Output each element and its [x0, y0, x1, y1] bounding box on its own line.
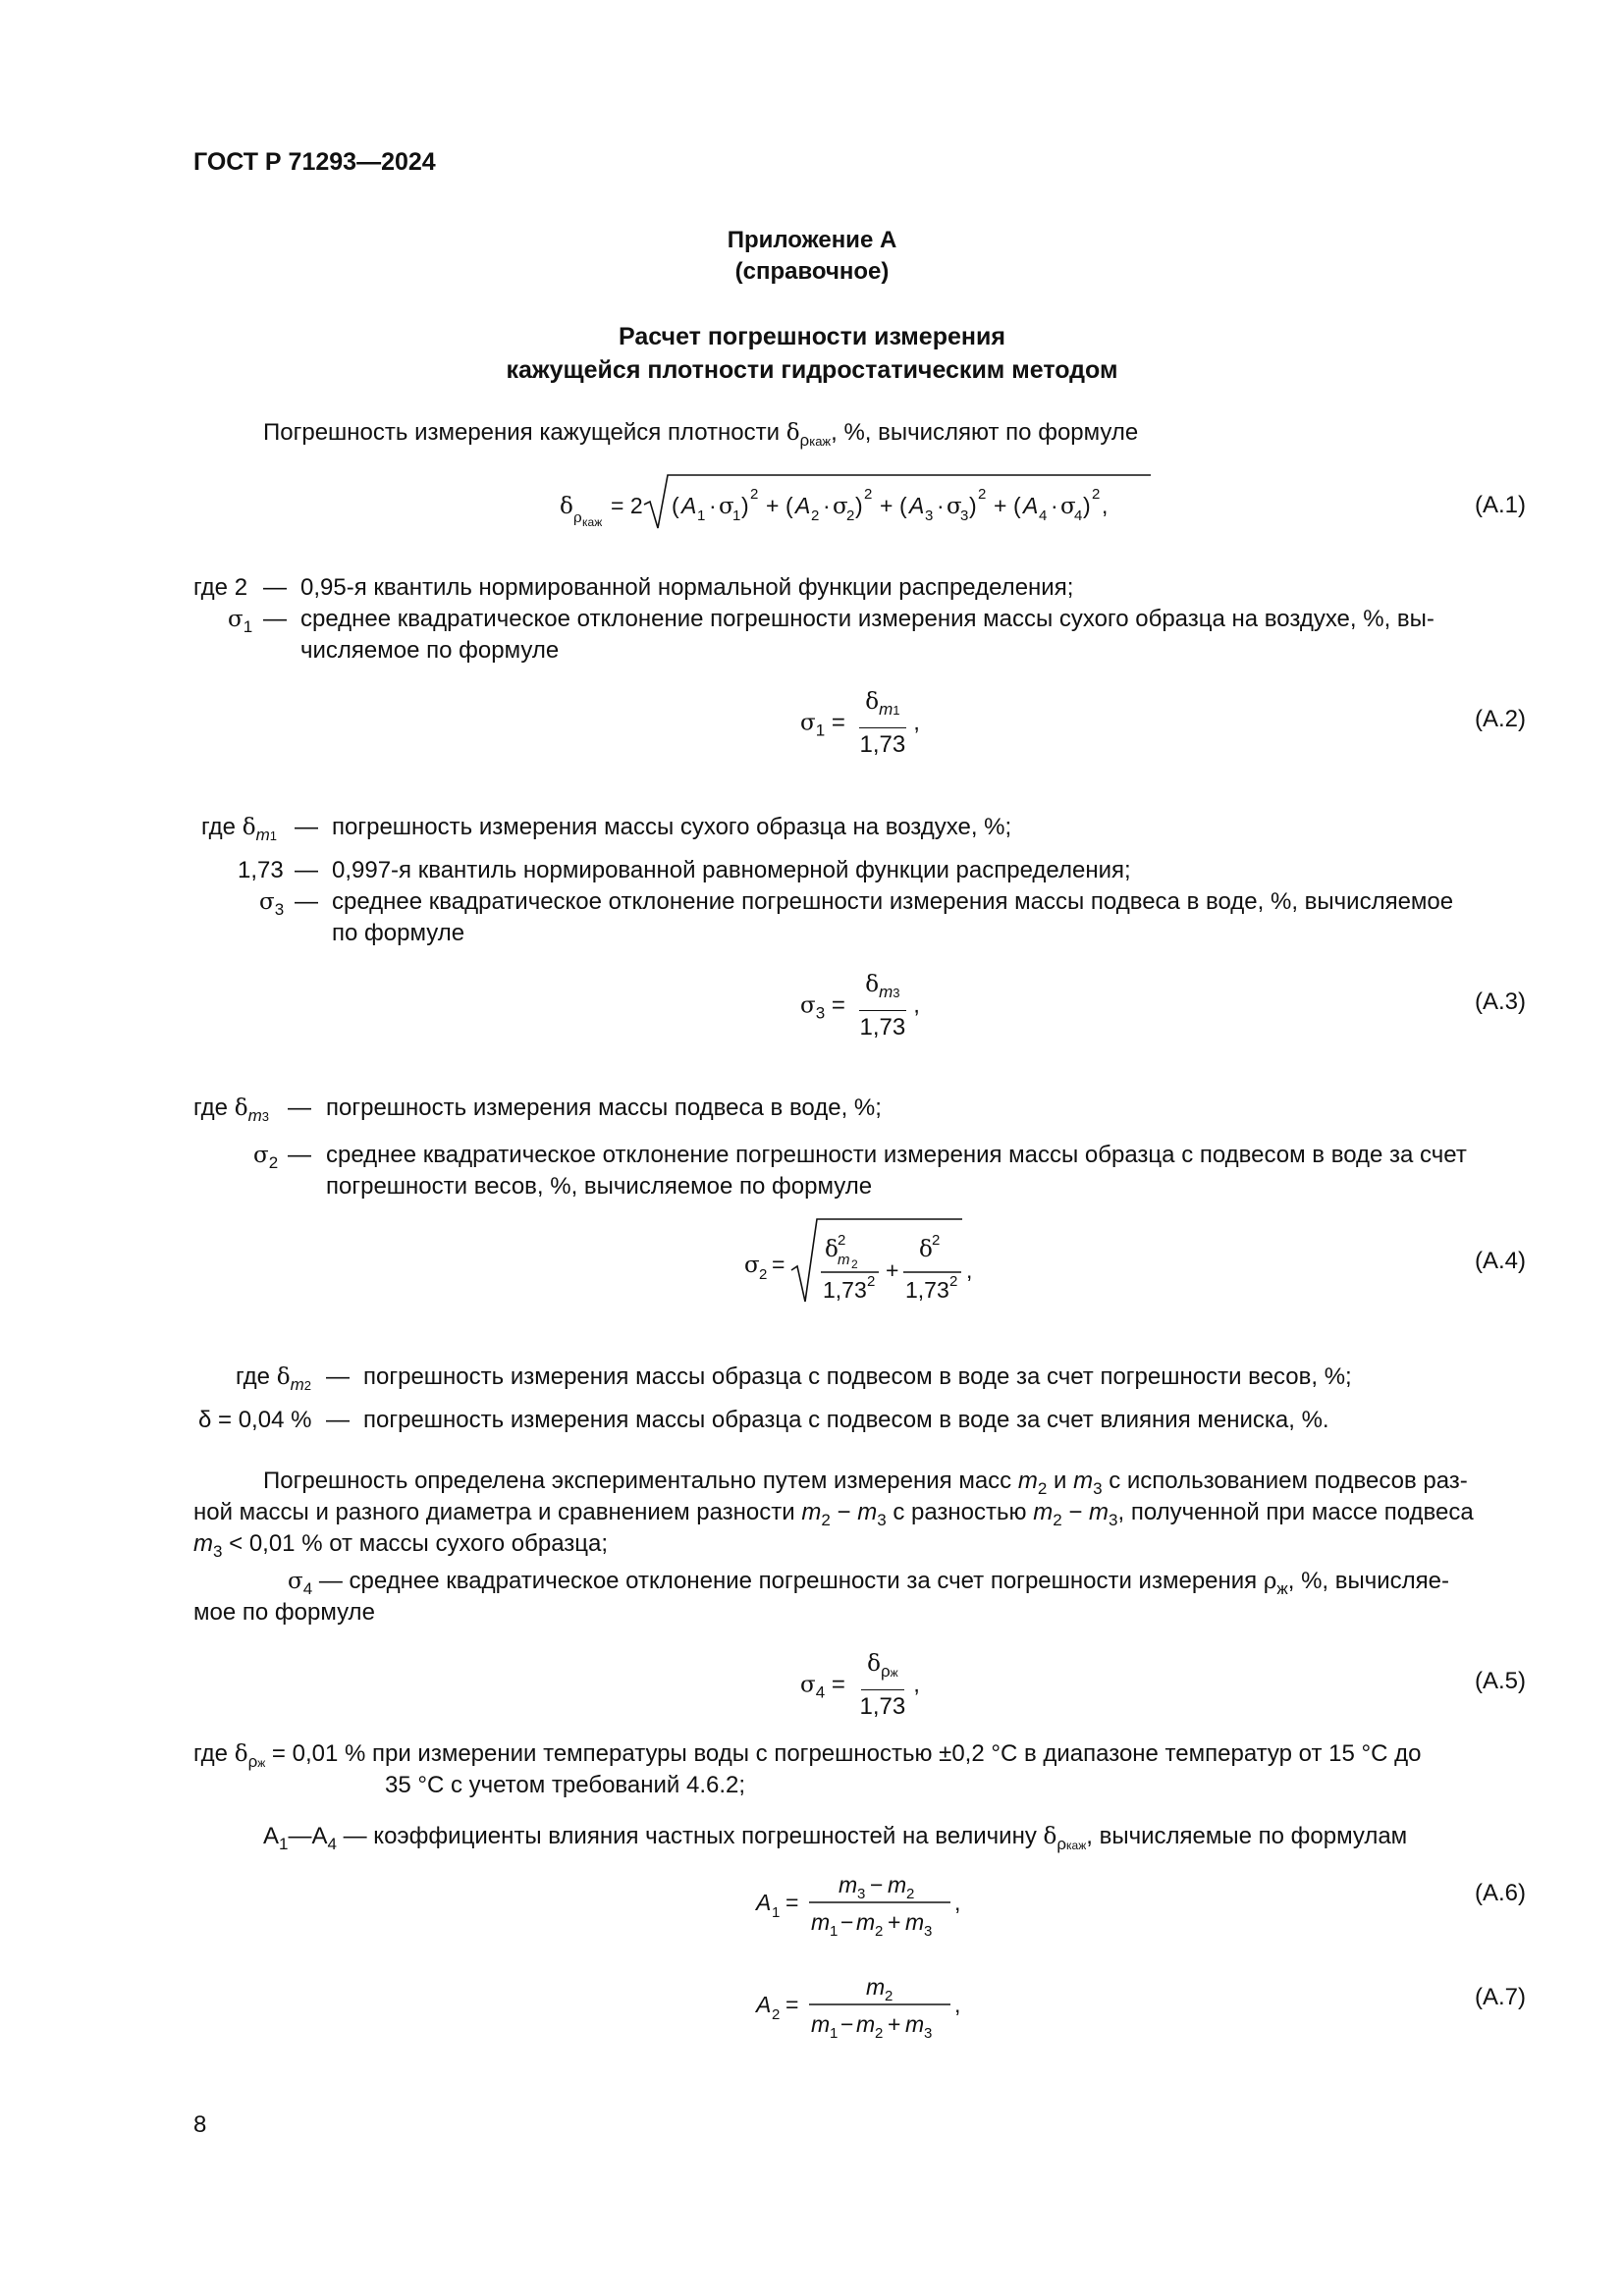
svg-text:−: −: [870, 1872, 884, 1897]
where2-text-1: 0,997-я квантиль нормированной равномерной функции распределения;: [332, 857, 1131, 883]
where1-text-1-cont: числяемое по формуле: [300, 637, 560, 664]
svg-text:2: 2: [1092, 486, 1101, 503]
svg-text:+: +: [880, 493, 893, 518]
svg-text:m: m: [811, 1909, 831, 1935]
svg-text:2: 2: [906, 1886, 915, 1902]
where3-text-1-cont: погрешности весов, %, вычисляемое по формуле: [326, 1173, 873, 1200]
svg-text:2: 2: [978, 486, 987, 503]
svg-text:): ): [1083, 493, 1091, 518]
a5-denominator: 1,73: [859, 1693, 906, 1720]
svg-text:): ): [969, 493, 977, 518]
svg-text:1,73: 1,73: [823, 1277, 867, 1303]
svg-text:(: (: [785, 493, 793, 518]
svg-text:2: 2: [932, 1232, 941, 1249]
svg-text:2: 2: [838, 1232, 846, 1249]
svg-text:=: =: [772, 1252, 785, 1277]
svg-text:2: 2: [772, 2006, 781, 2023]
formula-a6: [746, 1865, 1001, 1948]
svg-text:=: =: [785, 1890, 799, 1915]
svg-text:σ: σ: [1060, 494, 1076, 519]
where2-term-1: 1,73: [238, 857, 284, 883]
svg-text:m: m: [905, 2011, 925, 2037]
svg-text:1: 1: [830, 1923, 839, 1940]
svg-text:m: m: [888, 1872, 907, 1897]
where4-dash-0: —: [326, 1363, 350, 1390]
where4-term-1: δ = 0,04 %: [198, 1407, 312, 1433]
svg-text:2: 2: [851, 1257, 858, 1271]
svg-text:2: 2: [846, 507, 855, 524]
svg-text:−: −: [840, 1909, 854, 1935]
svg-text:4: 4: [1074, 507, 1083, 524]
svg-text:3: 3: [924, 1923, 933, 1940]
where3-term-0: где $\delta_{m3}$: [193, 1095, 269, 1125]
where4-dash-1: —: [326, 1407, 350, 1433]
where3-dash-0: —: [288, 1095, 311, 1121]
where4-text-1: погрешность измерения массы образца с подвесом в воде за счет влияния мениска, %.: [363, 1407, 1329, 1433]
svg-text:·: ·: [709, 493, 717, 518]
paragraph-line2: ной массы и разного диаметра и сравнением разности $m_2 - m_3$ с разностью $m_2 - m_3$, полученной при массе подвеса: [193, 1499, 1474, 1529]
page-number: 8: [193, 2111, 207, 2138]
svg-text:1: 1: [697, 507, 706, 524]
svg-text:,: ,: [1102, 493, 1109, 518]
formula-a3: $\sigma_3$ = $\frac{\delta_{m3}}{1,73}$ ,: [800, 972, 920, 1041]
svg-text:δ: δ: [919, 1237, 933, 1262]
svg-text:m: m: [838, 1252, 850, 1268]
svg-text:m: m: [856, 2011, 876, 2037]
svg-text:(: (: [1013, 493, 1021, 518]
svg-text:ρ: ρ: [573, 508, 582, 526]
svg-text:): ): [855, 493, 863, 518]
svg-text:2: 2: [750, 486, 759, 503]
svg-text:m: m: [811, 2011, 831, 2037]
svg-text:,: ,: [954, 1890, 961, 1915]
svg-text:A: A: [1023, 493, 1039, 518]
where2-term-2: $\sigma_3$: [259, 889, 285, 919]
svg-text:m: m: [866, 1974, 886, 2000]
svg-text:,: ,: [966, 1257, 973, 1283]
where4-text-0: погрешность измерения массы образца с подвесом в воде за счет погрешности весов, %;: [363, 1363, 1352, 1390]
a2-denominator: 1,73: [859, 731, 906, 758]
svg-text:2: 2: [759, 1266, 768, 1283]
svg-text:): ): [741, 493, 749, 518]
svg-text:2: 2: [811, 507, 820, 524]
formula-a7: [746, 1967, 1001, 2050]
eq-number-a5: (А.5): [1474, 1668, 1526, 1694]
svg-text:1: 1: [772, 1904, 781, 1921]
svg-text:σ: σ: [947, 494, 962, 519]
where1-term-1: $\sigma_1$: [228, 607, 253, 636]
svg-text:δ: δ: [560, 494, 573, 519]
svg-text:1: 1: [732, 507, 741, 524]
formula-a4: [736, 1213, 992, 1308]
svg-text:3: 3: [924, 2025, 933, 2042]
svg-text:2: 2: [867, 1273, 876, 1290]
svg-text:2: 2: [875, 1923, 884, 1940]
where3-dash-1: —: [288, 1142, 311, 1168]
svg-text:σ: σ: [744, 1253, 760, 1278]
where1-text-0: 0,95-я квантиль нормированной нормальной функции распределения;: [300, 574, 1074, 601]
svg-text:A: A: [756, 1890, 772, 1915]
svg-text:A: A: [681, 493, 697, 518]
eq-number-a6: (А.6): [1474, 1880, 1526, 1906]
where4-term-0: где $\delta_{m2}$: [236, 1363, 311, 1394]
svg-text:,: ,: [954, 1992, 961, 2017]
section-title-line1: Расчет погрешности измерения: [619, 323, 1005, 350]
where2-term-0: где $\delta_{m1}$: [201, 814, 277, 844]
svg-text:+: +: [766, 493, 780, 518]
where3-text-0: погрешность измерения массы подвеса в воде, %;: [326, 1095, 882, 1121]
paragraph-line1: Погрешность определена экспериментально путем измерения масс $m_2$ и $m_3$ с использованием подвесов раз-: [263, 1468, 1468, 1498]
where1-text-1: среднее квадратическое отклонение погрешности измерения массы сухого образца на воздухе, %, вы-: [300, 606, 1435, 632]
svg-text:A: A: [795, 493, 811, 518]
svg-text:A: A: [756, 1992, 772, 2017]
svg-text:+: +: [886, 1257, 899, 1283]
where1-dash-0: —: [263, 574, 287, 601]
where2-text-2-cont: по формуле: [332, 920, 465, 946]
svg-text:·: ·: [1051, 493, 1058, 518]
sigma4-line1: $\sigma_4$ — среднее квадратическое отклонение погрешности за счет погрешности измерения $\rho_ж$, %, вычисляе-: [288, 1568, 1450, 1598]
svg-text:+: +: [888, 2011, 901, 2037]
where1-term-0: где 2: [193, 574, 248, 601]
svg-text:каж: каж: [582, 515, 603, 529]
svg-text:A: A: [909, 493, 925, 518]
svg-text:m: m: [856, 1909, 876, 1935]
where5-line1: где $\delta_{\rho ж} = 0,01$ % при измерении температуры воды с погрешностью ±0,2 °С в диапазоне температур от 15 °С до: [193, 1740, 1422, 1771]
svg-text:= 2: = 2: [611, 493, 643, 518]
svg-text:2: 2: [875, 2025, 884, 2042]
where3-text-1: среднее квадратическое отклонение погрешности измерения массы образца с подвесом в воде за счет: [326, 1142, 1467, 1168]
svg-text:(: (: [899, 493, 907, 518]
where1-dash-1: —: [263, 606, 287, 632]
svg-text:4: 4: [1039, 507, 1048, 524]
eq-number-a7: (А.7): [1474, 1984, 1526, 2010]
svg-text:(: (: [672, 493, 679, 518]
svg-text:=: =: [785, 1992, 799, 2017]
svg-text:m: m: [839, 1872, 858, 1897]
formula-a5: $\sigma_4$ = $\frac{\delta_{\rho ж}}{1,73}$ ,: [800, 1651, 920, 1720]
svg-text:·: ·: [937, 493, 945, 518]
svg-text:σ: σ: [833, 494, 848, 519]
intro-text: Погрешность измерения кажущейся плотности $\delta_{\rho каж}$, %, вычисляют по формуле: [263, 419, 1139, 450]
paragraph-line3: $m_3 < 0,01$ % от массы сухого образца;: [193, 1530, 609, 1561]
svg-text:1,73: 1,73: [905, 1277, 949, 1303]
a3-denominator: 1,73: [859, 1014, 906, 1041]
where2-text-2: среднее квадратическое отклонение погрешности измерения массы подвеса в воде, %, вычисляемое: [332, 888, 1454, 915]
where2-dash-0: —: [295, 814, 318, 840]
svg-text:δ: δ: [825, 1237, 839, 1262]
where5-line2: 35 °С с учетом требований 4.6.2;: [385, 1772, 746, 1798]
svg-text:3: 3: [960, 507, 969, 524]
coeffs-text: $А_1—А_4$ — коэффициенты влияния частных погрешностей на величину $\delta_{\rho каж}$, вычисляемые по формулам: [263, 1823, 1408, 1853]
eq-number-a2: (А.2): [1474, 706, 1526, 732]
svg-text:m: m: [905, 1909, 925, 1935]
where2-text-0: погрешность измерения массы сухого образца на воздухе, %;: [332, 814, 1012, 840]
svg-text:3: 3: [857, 1886, 866, 1902]
svg-text:1: 1: [830, 2025, 839, 2042]
eq-number-a1: (А.1): [1474, 492, 1526, 518]
appendix-title: Приложение А: [727, 227, 897, 253]
formula-a2: $\sigma_1$ = $\frac{\delta_{m1}}{1,73}$ ,: [800, 689, 920, 758]
svg-text:+: +: [888, 1909, 901, 1935]
svg-text:σ: σ: [719, 494, 734, 519]
appendix-kind: (справочное): [734, 258, 890, 285]
where3-term-1: $\sigma_2$: [253, 1143, 279, 1172]
sigma4-line2: мое по формуле: [193, 1599, 375, 1626]
section-title-line2: кажущейся плотности гидростатическим методом: [506, 356, 1118, 384]
svg-text:2: 2: [864, 486, 873, 503]
svg-text:+: +: [994, 493, 1007, 518]
where2-dash-2: —: [295, 888, 318, 915]
svg-text:2: 2: [949, 1273, 958, 1290]
where2-dash-1: —: [295, 857, 318, 883]
document-code: ГОСТ Р 71293—2024: [193, 148, 436, 176]
svg-text:3: 3: [925, 507, 934, 524]
svg-text:·: ·: [823, 493, 831, 518]
svg-text:2: 2: [885, 1988, 893, 2004]
svg-text:−: −: [840, 2011, 854, 2037]
eq-number-a4: (А.4): [1474, 1248, 1526, 1274]
formula-a1: [550, 469, 1159, 538]
eq-number-a3: (А.3): [1474, 988, 1526, 1015]
